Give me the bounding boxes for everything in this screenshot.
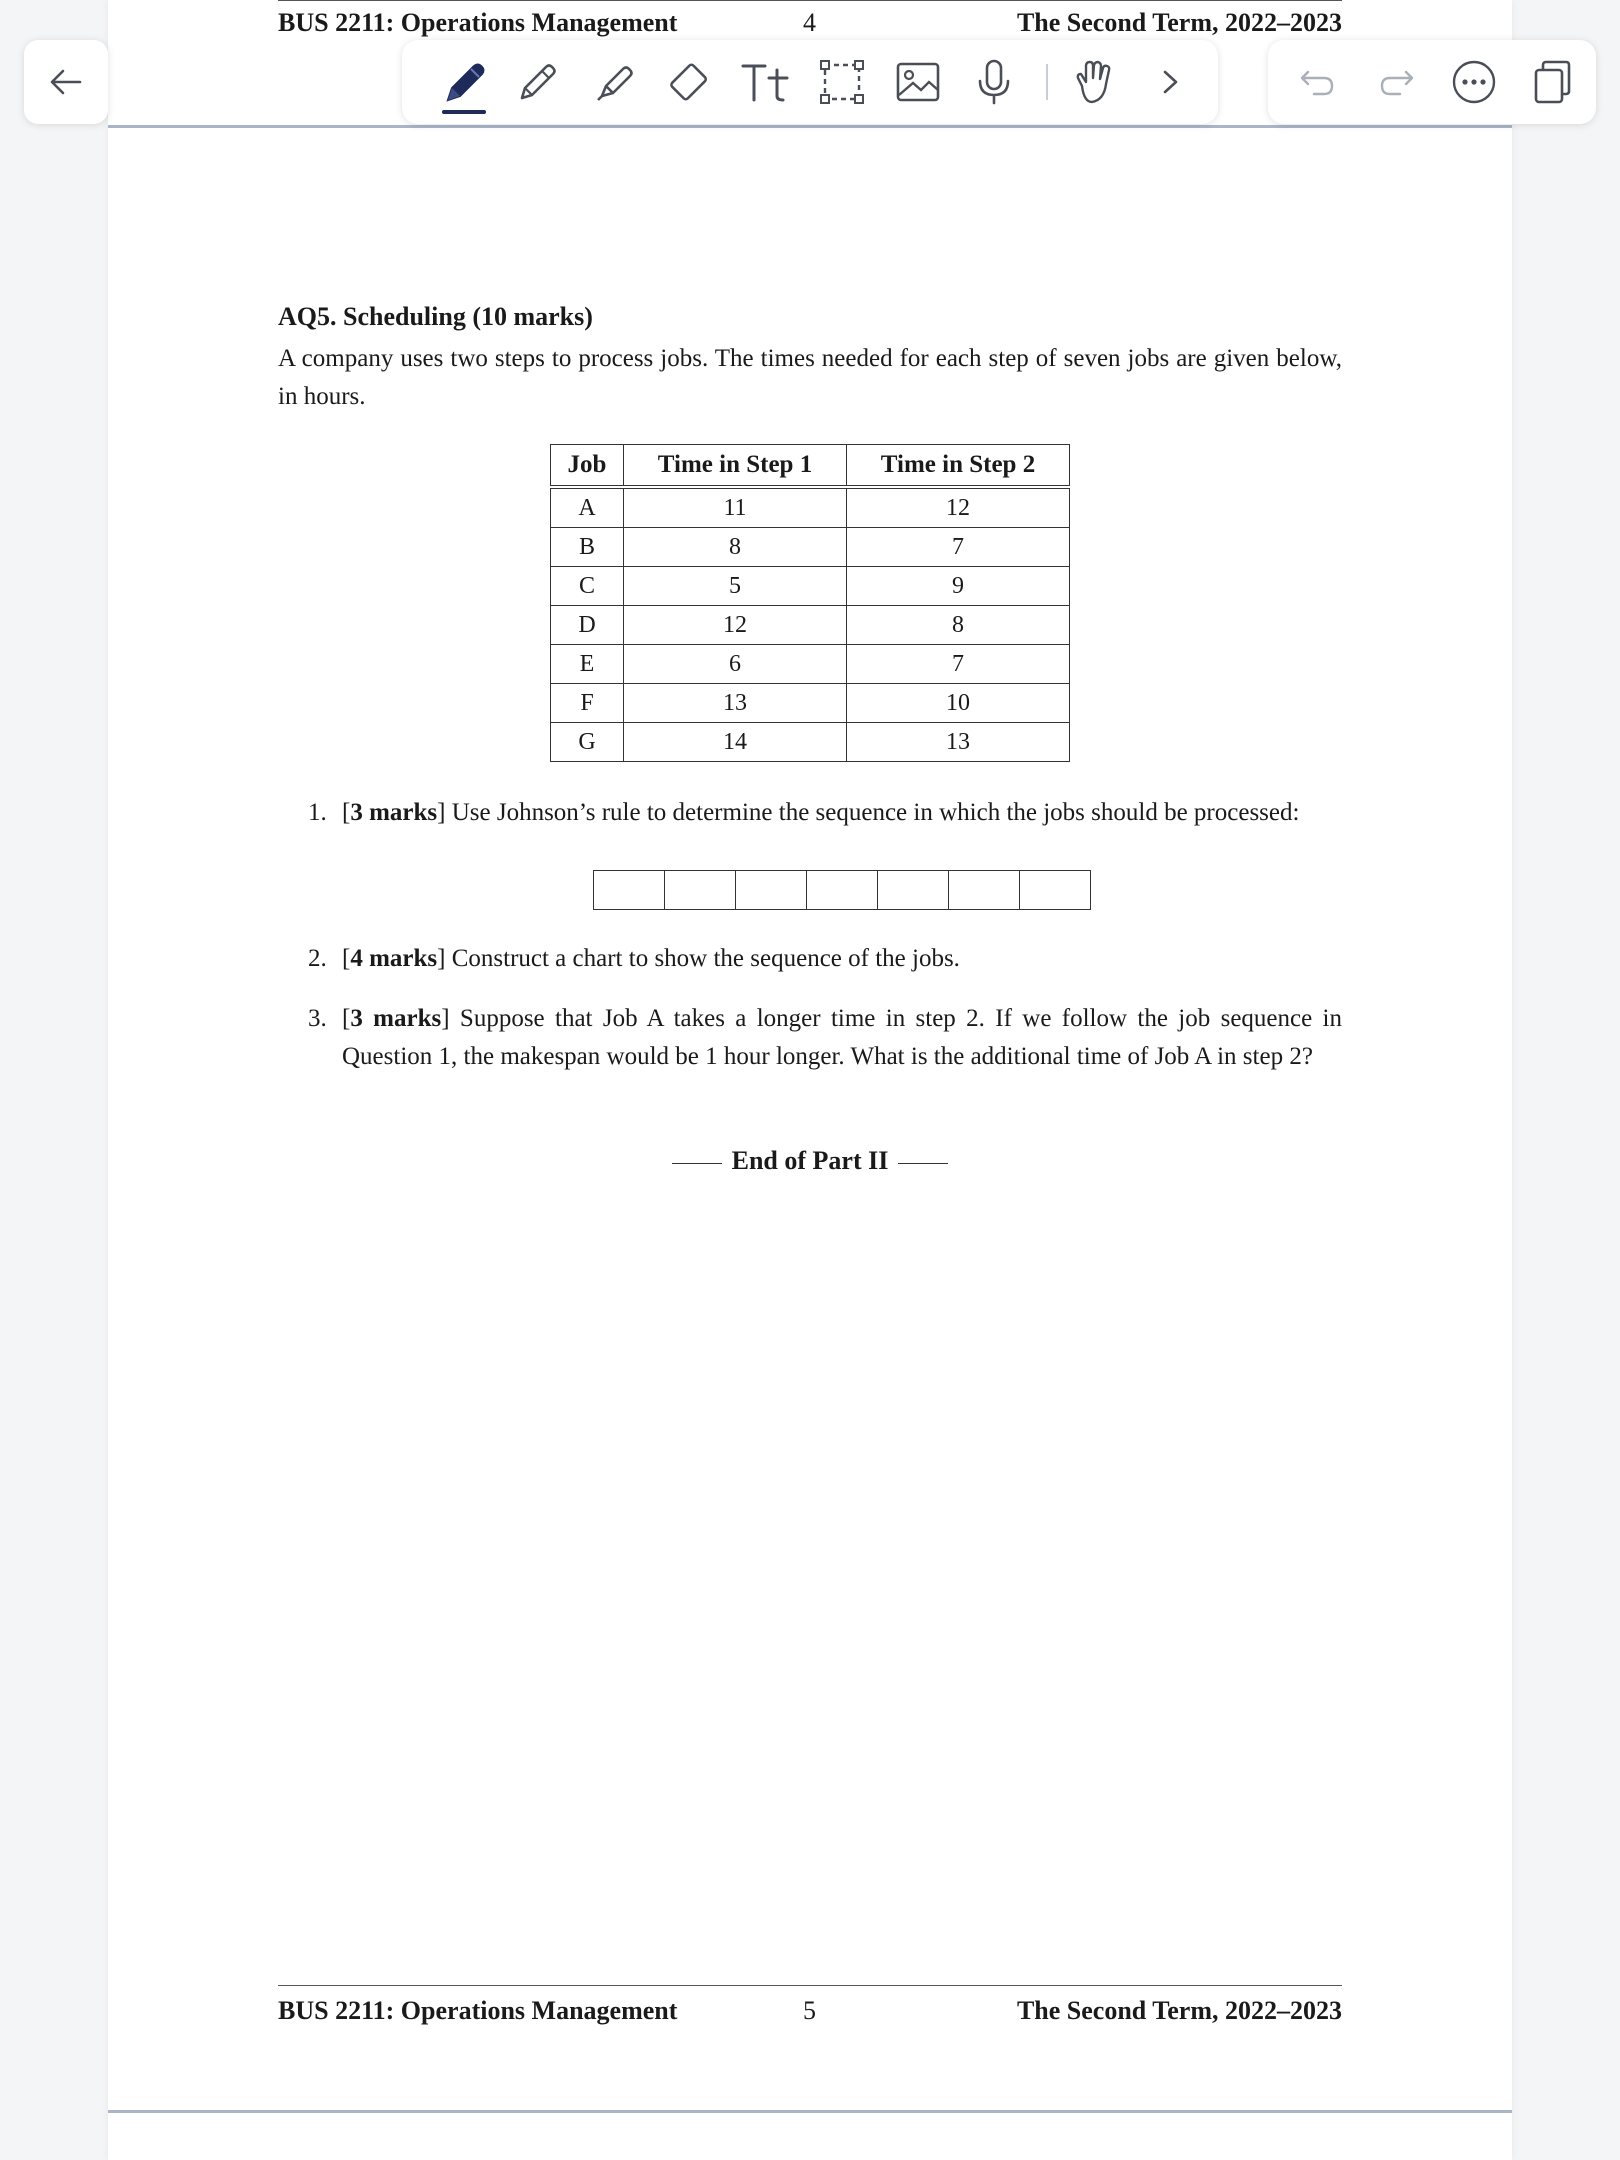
question-item-2 bbox=[278, 940, 1342, 978]
table-cell: A bbox=[551, 487, 624, 528]
table-cell: 8 bbox=[847, 606, 1070, 645]
text-tool-icon bbox=[739, 58, 793, 106]
redo-button[interactable] bbox=[1368, 54, 1424, 110]
table-cell: 8 bbox=[624, 528, 847, 567]
table-cell: 5 bbox=[624, 567, 847, 606]
table-cell: 12 bbox=[847, 487, 1070, 528]
table-cell: 12 bbox=[624, 606, 847, 645]
page-separator bbox=[108, 125, 1512, 128]
table-header-cell: Job bbox=[551, 445, 624, 488]
table-cell: 13 bbox=[847, 723, 1070, 762]
lasso-select-tool[interactable] bbox=[812, 52, 872, 112]
item-number: 1. bbox=[308, 799, 327, 826]
image-icon bbox=[893, 57, 943, 107]
active-tool-indicator bbox=[442, 110, 486, 114]
item-body: Construct a chart to show the sequence of the jobs. bbox=[451, 945, 960, 972]
text-tool[interactable] bbox=[736, 52, 796, 112]
item-body: Use Johnson’s rule to determine the sequence in which the jobs should be processed: bbox=[451, 799, 1300, 826]
header-term: The Second Term, 2022–2023 bbox=[1016, 1996, 1342, 2025]
question-title: AQ5. Scheduling (10 marks) bbox=[278, 302, 593, 331]
table-header-cell: Time in Step 2 bbox=[847, 445, 1070, 488]
header-page-number: 4 bbox=[803, 8, 816, 37]
sequence-cell[interactable] bbox=[736, 871, 807, 909]
page-copy-button[interactable] bbox=[1524, 54, 1580, 110]
undo-button[interactable] bbox=[1290, 54, 1346, 110]
table-row bbox=[551, 567, 1070, 606]
sequence-answer-box bbox=[593, 870, 1091, 910]
pencil-icon bbox=[514, 58, 562, 106]
end-rule-right bbox=[898, 1163, 948, 1164]
expand-toolbar-button[interactable] bbox=[1140, 52, 1200, 112]
eraser-icon bbox=[666, 58, 714, 106]
item-text: [3 marks] Use Johnson’s rule to determine the sequence in which the jobs should be processed: bbox=[342, 799, 1300, 826]
sequence-cell[interactable] bbox=[949, 871, 1020, 909]
table-row bbox=[551, 487, 1070, 528]
pencil-tool[interactable] bbox=[508, 52, 568, 112]
table-cell: 7 bbox=[847, 528, 1070, 567]
lasso-select-icon bbox=[817, 57, 867, 107]
question-intro: A company uses two steps to process jobs. The times needed for each step of seven jobs are given below, in hours. bbox=[278, 345, 1342, 410]
question-item-3 bbox=[278, 1000, 1342, 1076]
table-cell: B bbox=[551, 528, 624, 567]
item-body: Suppose that Job A takes a longer time in step 2. If we follow the job sequence in Question 1, the makespan would be 1 hour longer. What is the additional time of Job A in step 2? bbox=[342, 1005, 1342, 1070]
pen-tool[interactable] bbox=[434, 52, 494, 112]
table-cell: D bbox=[551, 606, 624, 645]
table-cell: E bbox=[551, 645, 624, 684]
more-options-button[interactable] bbox=[1446, 54, 1502, 110]
header-course: BUS 2211: Operations Management bbox=[278, 8, 678, 37]
eraser-tool[interactable] bbox=[660, 52, 720, 112]
header-rule bbox=[278, 1985, 1342, 1986]
image-tool[interactable] bbox=[888, 52, 948, 112]
table-row bbox=[551, 684, 1070, 723]
table-cell: G bbox=[551, 723, 624, 762]
toolbar-divider bbox=[1046, 64, 1048, 100]
hand-tool[interactable] bbox=[1064, 52, 1124, 112]
table-row bbox=[551, 528, 1070, 567]
microphone-icon bbox=[970, 57, 1018, 107]
sequence-cell[interactable] bbox=[665, 871, 736, 909]
end-of-part-text: End of Part II bbox=[731, 1146, 889, 1175]
table-cell: 9 bbox=[847, 567, 1070, 606]
item-text: [4 marks] Construct a chart to show the sequence of the jobs. bbox=[342, 945, 960, 972]
item-number: 2. bbox=[308, 945, 327, 972]
sequence-cell[interactable] bbox=[807, 871, 878, 909]
table-header-cell: Time in Step 1 bbox=[624, 445, 847, 488]
sequence-cell[interactable] bbox=[878, 871, 949, 909]
table-cell: 10 bbox=[847, 684, 1070, 723]
chevron-right-icon bbox=[1152, 64, 1188, 100]
copy-pages-icon bbox=[1529, 58, 1575, 106]
table-row bbox=[551, 606, 1070, 645]
table-header-row bbox=[551, 445, 1070, 488]
sequence-cell[interactable] bbox=[594, 871, 665, 909]
highlighter-tool[interactable] bbox=[584, 52, 644, 112]
item-marks: 4 marks bbox=[350, 945, 438, 972]
item-marks: 3 marks bbox=[350, 1005, 442, 1032]
table-row bbox=[551, 645, 1070, 684]
table-cell: 13 bbox=[624, 684, 847, 723]
undo-icon bbox=[1298, 62, 1338, 102]
next-page-header bbox=[278, 1996, 1342, 2036]
more-icon bbox=[1450, 58, 1498, 106]
back-button[interactable] bbox=[24, 40, 108, 124]
table-cell: F bbox=[551, 684, 624, 723]
action-bar bbox=[1268, 40, 1596, 124]
item-text: [3 marks] Suppose that Job A takes a longer time in step 2. If we follow the job sequence in Question 1, the makespan would be 1 hour longer. What is the additional time of Job A in step 2? bbox=[342, 1005, 1342, 1070]
job-times-table bbox=[550, 444, 1070, 762]
table-cell: 6 bbox=[624, 645, 847, 684]
end-rule-left bbox=[672, 1163, 722, 1164]
table-cell: C bbox=[551, 567, 624, 606]
pen-icon bbox=[438, 56, 490, 108]
redo-icon bbox=[1376, 62, 1416, 102]
sequence-cell[interactable] bbox=[1020, 871, 1090, 909]
header-course: BUS 2211: Operations Management bbox=[278, 1996, 678, 2025]
item-number: 3. bbox=[308, 1005, 327, 1032]
highlighter-icon bbox=[590, 58, 638, 106]
header-rule bbox=[278, 0, 1342, 1]
table-row bbox=[551, 723, 1070, 762]
back-arrow-icon bbox=[47, 63, 85, 101]
page-separator bbox=[108, 2110, 1512, 2113]
hand-pointer-icon bbox=[1068, 56, 1120, 108]
table-cell: 14 bbox=[624, 723, 847, 762]
header-page-number: 5 bbox=[803, 1996, 816, 2025]
table-cell: 11 bbox=[624, 487, 847, 528]
table-cell: 7 bbox=[847, 645, 1070, 684]
question-item-1 bbox=[278, 794, 1342, 832]
item-marks: 3 marks bbox=[350, 799, 438, 826]
annotation-toolbar bbox=[402, 40, 1218, 124]
header-term: The Second Term, 2022–2023 bbox=[1016, 8, 1342, 37]
audio-tool[interactable] bbox=[964, 52, 1024, 112]
end-of-part bbox=[278, 1146, 1342, 1176]
